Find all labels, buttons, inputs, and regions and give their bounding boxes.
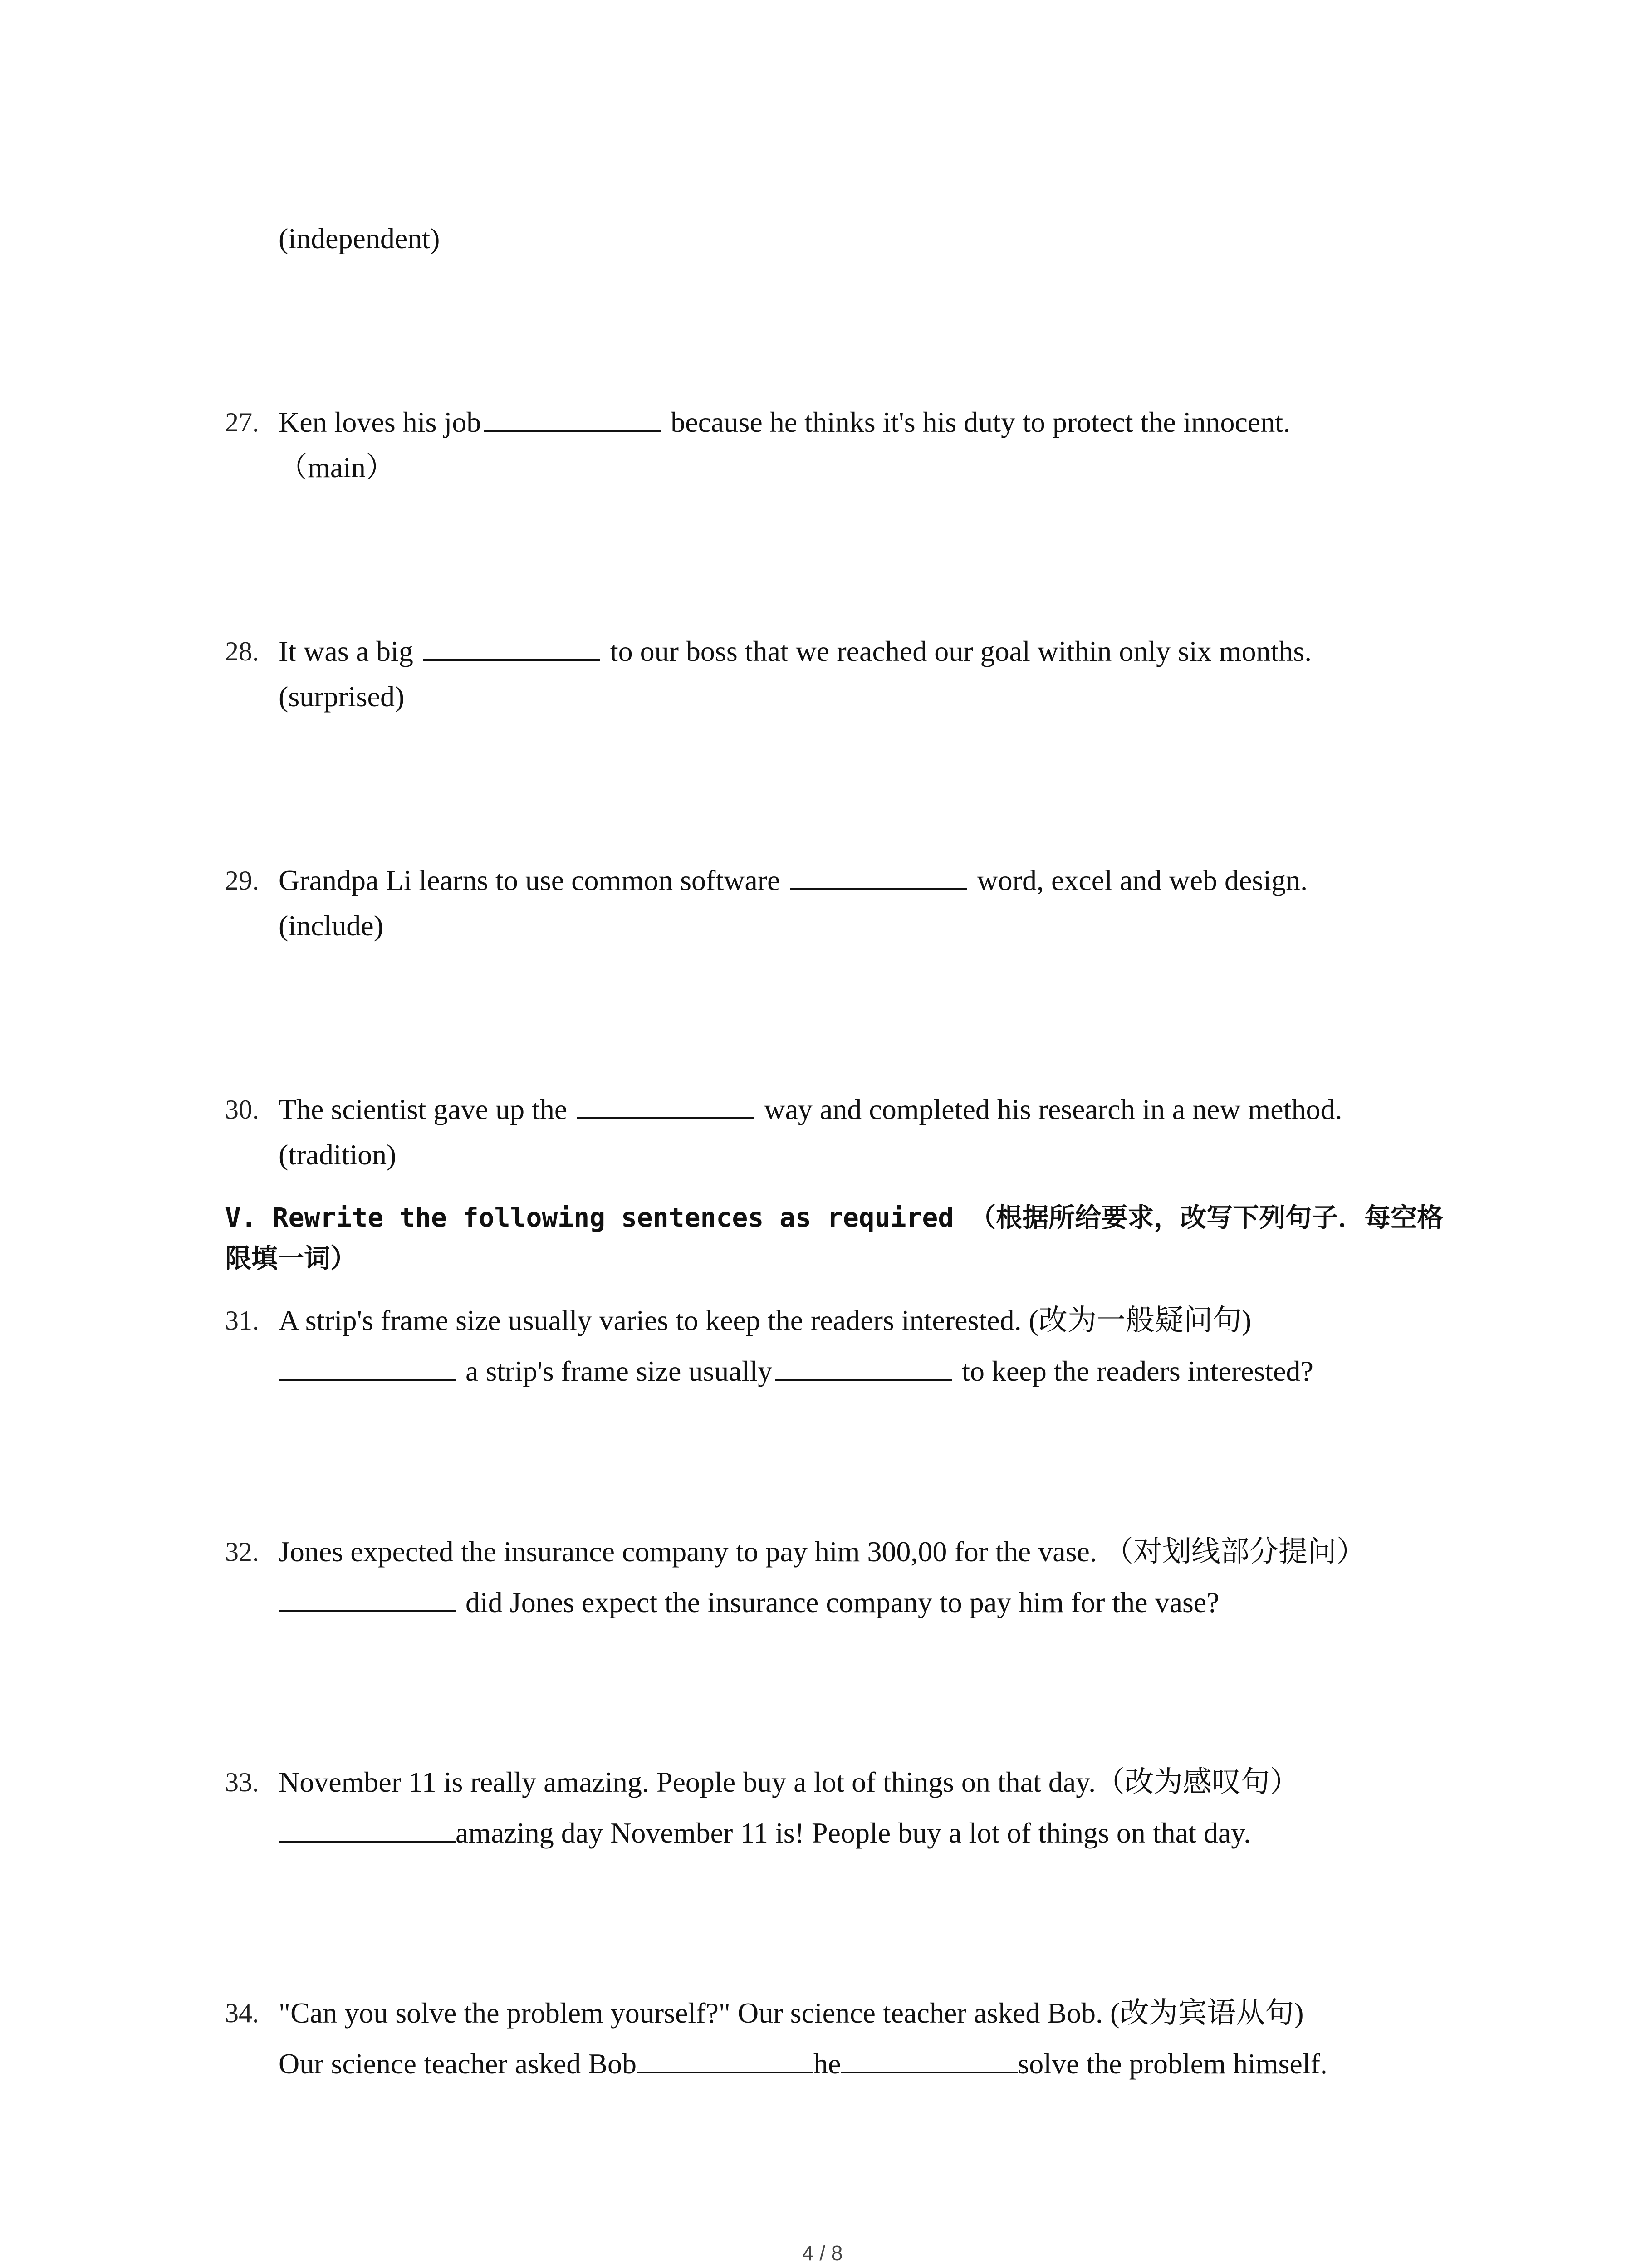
q28-number: 28.	[225, 636, 259, 666]
q30-sentence	[279, 1092, 1342, 1127]
q28-text-before: It was a big	[279, 635, 421, 667]
q30-hint: (tradition)	[279, 1139, 397, 1171]
q28-text-after: to our boss that we reached our goal within only six months.	[603, 635, 1312, 667]
q34-answer-line	[279, 2047, 1327, 2082]
q32-sentence: Jones expected the insurance company to pay him 300,00 for the vase. （对划线部分提问）	[279, 1535, 1366, 1568]
q33-answer-end: amazing day November 11 is! People buy a lot of things on that day.	[456, 1817, 1251, 1849]
page-number: 4 / 8	[802, 2241, 843, 2265]
q34-answer-mid: he	[813, 2048, 841, 2080]
q28-sentence	[279, 634, 1312, 669]
q29-blank[interactable]	[790, 865, 967, 890]
q34-number: 34.	[225, 1998, 259, 2028]
q34-answer-start: Our science teacher asked Bob	[279, 2048, 637, 2080]
q30-text-before: The scientist gave up the	[279, 1093, 575, 1125]
q30-number: 30.	[225, 1095, 259, 1124]
q31-blank-2[interactable]	[775, 1356, 952, 1381]
q27-number: 27.	[225, 407, 259, 437]
q33-sentence: November 11 is really amazing. People buy a lot of things on that day.（改为感叹句）	[279, 1766, 1299, 1798]
q34-sentence: "Can you solve the problem yourself?" Our science teacher asked Bob. (改为宾语从句)	[279, 1997, 1304, 2029]
q31-answer-end: to keep the readers interested?	[955, 1355, 1313, 1387]
q32-blank[interactable]	[279, 1588, 456, 1612]
q34-answer-end: solve the problem himself.	[1018, 2048, 1327, 2080]
q33-answer-line	[279, 1816, 1251, 1851]
q29-hint: (include)	[279, 909, 383, 942]
q32-answer-end: did Jones expect the insurance company to pay him for the vase?	[458, 1586, 1220, 1618]
q27-sentence	[279, 405, 1290, 440]
q32-number: 32.	[225, 1537, 259, 1567]
q29-text-before: Grandpa Li learns to use common software	[279, 864, 788, 896]
q33-number: 33.	[225, 1767, 259, 1797]
q30-blank[interactable]	[577, 1095, 754, 1119]
q31-blank-1[interactable]	[279, 1356, 456, 1381]
q29-text-after: word, excel and web design.	[970, 864, 1308, 896]
q28-blank[interactable]	[423, 636, 600, 661]
q26-hint: (independent)	[279, 222, 440, 254]
q28-hint: (surprised)	[279, 680, 405, 713]
q34-blank-2[interactable]	[841, 2049, 1018, 2073]
q29-number: 29.	[225, 865, 259, 895]
q29-sentence	[279, 863, 1308, 898]
q31-number: 31.	[225, 1305, 259, 1335]
q34-blank-1[interactable]	[637, 2049, 813, 2073]
q27-text-before: Ken loves his job	[279, 406, 481, 438]
section-v-heading: V. Rewrite the following sentences as required （根据所给要求，改写下列句子．每空格限填一词）	[225, 1202, 1444, 1274]
q30-text-after: way and completed his research in a new method.	[757, 1093, 1342, 1125]
q31-answer-mid: a strip's frame size usually	[458, 1355, 773, 1387]
q27-text-after: because he thinks it's his duty to protect the innocent.	[663, 406, 1291, 438]
q27-blank[interactable]	[484, 407, 661, 432]
q31-answer-line	[279, 1354, 1313, 1389]
q32-answer-line	[279, 1585, 1220, 1620]
q27-hint: （main）	[279, 451, 395, 484]
q31-sentence: A strip's frame size usually varies to keep the readers interested. (改为一般疑问句)	[279, 1304, 1252, 1336]
q33-blank[interactable]	[279, 1818, 456, 1843]
